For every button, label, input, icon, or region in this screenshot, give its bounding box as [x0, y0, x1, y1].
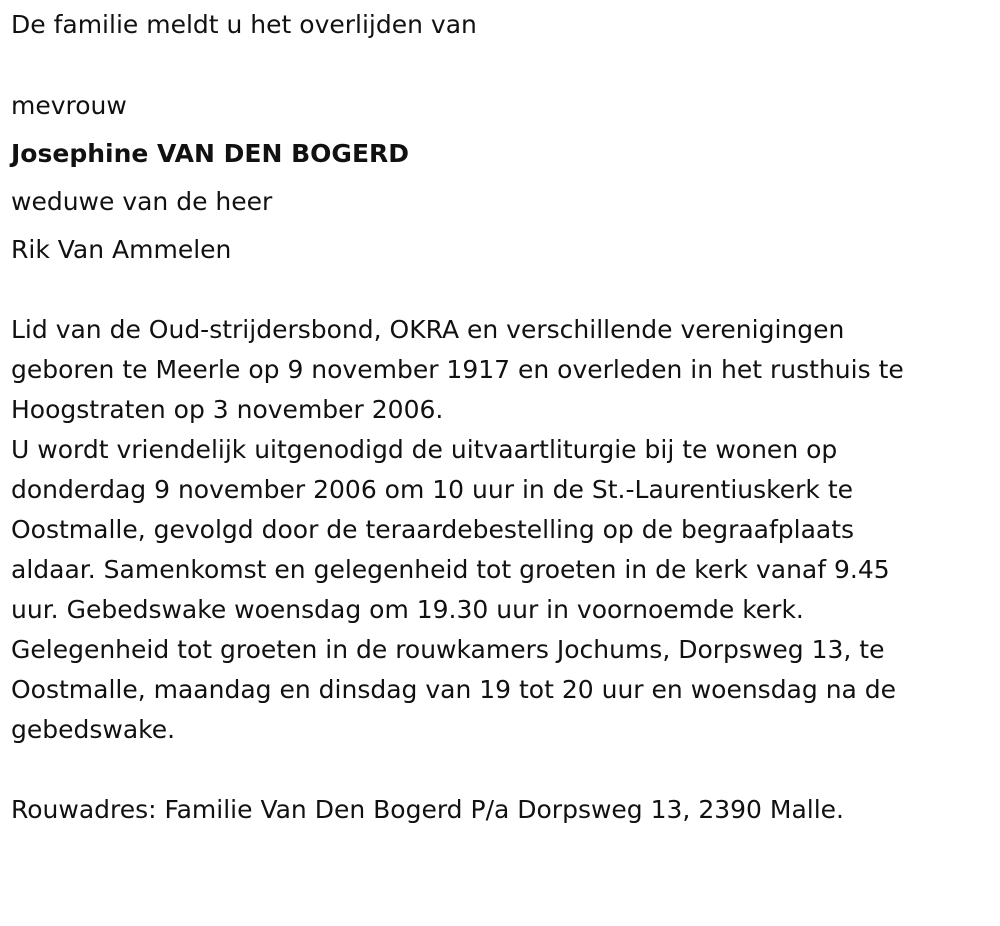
deceased-name: Josephine VAN DEN BOGERD — [11, 139, 410, 168]
funeral-paragraph — [11, 430, 981, 750]
funeral-line: uur. Gebedswake woensdag om 19.30 uur in voornoemde kerk. — [11, 595, 804, 624]
mourning-address: Rouwadres: Familie Van Den Bogerd P/a Dorpsweg 13, 2390 Malle. — [11, 795, 845, 824]
funeral-line: aldaar. Samenkomst en gelegenheid tot groeten in de kerk vanaf 9.45 — [11, 555, 890, 584]
membership-text: Lid van de Oud-strijdersbond, OKRA en verschillende verenigingen — [11, 315, 845, 344]
funeral-line: donderdag 9 november 2006 om 10 uur in de St.-Laurentiuskerk te — [11, 475, 854, 504]
honorific: mevrouw — [11, 91, 127, 120]
funeral-line: U wordt vriendelijk uitgenodigd de uitvaartliturgie bij te wonen op — [11, 435, 838, 464]
funeral-line: Oostmalle, maandag en dinsdag van 19 tot 20 uur en woensdag na de — [11, 675, 897, 704]
death-notice — [11, 0, 981, 830]
funeral-line: Gelegenheid tot groeten in de rouwkamers Jochums, Dorpsweg 13, te — [11, 635, 885, 664]
birth-death-paragraph — [11, 350, 981, 430]
intro-text: De familie meldt u het overlijden van — [11, 10, 477, 39]
birth-death-line: Hoogstraten op 3 november 2006. — [11, 395, 444, 424]
birth-death-line: geboren te Meerle op 9 november 1917 en overleden in het rusthuis te — [11, 355, 904, 384]
spouse-name: Rik Van Ammelen — [11, 235, 232, 264]
funeral-line: gebedswake. — [11, 715, 176, 744]
funeral-line: Oostmalle, gevolgd door de teraardebestelling op de begraafplaats — [11, 515, 855, 544]
relation-text: weduwe van de heer — [11, 187, 273, 216]
